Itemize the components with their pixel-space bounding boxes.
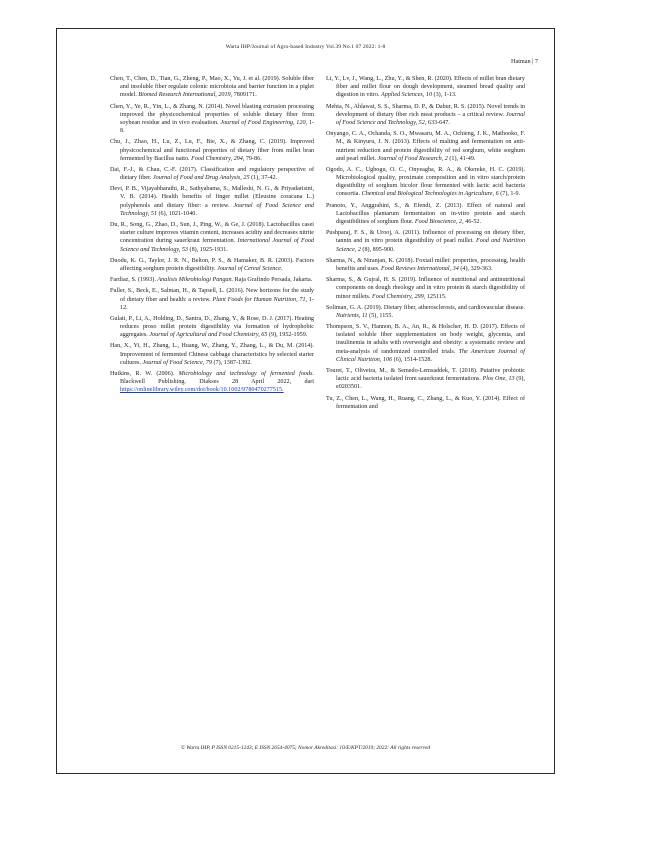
reference-entry: [326, 166, 525, 199]
reference-text: Duodu, K. G., Taylor, J. R. N., Belton, P. S., & Hamaker, B. R. (2003). Factors affecting sorghum protein digestibility.: [110, 257, 314, 272]
reference-journal: International Journal of Food Science and Technology, 53: [120, 238, 314, 253]
reference-text: Fardiaz, S. (1993).: [110, 277, 158, 284]
reference-journal: Food and Nutrition Science, 2: [336, 238, 526, 253]
reference-journal: Food Chemistry, 294,: [191, 155, 245, 162]
reference-details: 79-86.: [244, 155, 262, 162]
reference-journal: Journal of Food Science and Technology, 52,: [336, 111, 525, 126]
running-head: Warta IHP/Journal of Agro-based Industry Vol.39 No.1 07 2022: 1-8: [225, 44, 386, 50]
reference-details: (9), 1952-1959.: [267, 332, 308, 339]
reference-text: Touret, T., Oliveira, M., & Semedo-Lemsaddek, T. (2018). Putative probiotic lactic acid bacteria isolated from sauerkraut fermentations.: [326, 368, 525, 383]
reference-details: 125115.: [425, 293, 447, 300]
reference-entry: [110, 103, 314, 136]
reference-details: (9), e0203501.: [336, 376, 525, 391]
reference-text: Chen, T., Chen, D., Tian, G., Zheng, P., Mao, X., Yu, J. et al. (2019). Soluble fiber and insoluble fiber regulate colonic microbiota and barrier function in a piglet model.: [110, 76, 314, 99]
reference-entry: [326, 75, 525, 100]
reference-text: Devi, P. B., Vijayabharathi, R., Sathyabama, S., Malleshi, N. G., & Priyadarisini, V. B. (2014). Health benefits of finger millet (Eleusine coracana L.) polyphenols and dietary fiber: a review.: [110, 186, 314, 209]
reference-details: 1-8.: [120, 119, 314, 135]
reference-journal: Journal of Food Science, 79: [142, 359, 212, 366]
reference-entry: [326, 276, 525, 301]
reference-entry: [110, 287, 314, 312]
reference-journal: Journal of Food and Drug Analysis, 25: [152, 175, 250, 182]
reference-journal: Journal of Food Science and Technology, 51: [120, 202, 314, 217]
reference-link[interactable]: https://onlinelibrary.wiley.com/doi/book/10.1002/9780470277515.: [120, 387, 284, 394]
reference-journal: Journal of Food Engineering, 120,: [220, 119, 308, 126]
reference-entry: [326, 229, 525, 254]
reference-text: Sharma, N., & Niranjan, K. (2018). Foxtail millet: properties, processing, health benefits and uses.: [326, 257, 525, 272]
reference-details: Blackwell Publishing. Diakses 28 April 2022, dari: [120, 379, 314, 386]
reference-journal: Chemical and Biological Technologies in Agriculture, 6: [361, 191, 499, 198]
reference-entry: [326, 395, 525, 411]
reference-text: Du, R., Song, G., Zhao, D., Sun, J., Ping, W., & Ge, J. (2018). Lactobacillus casei starter culture improves vitamin content, increases acidity and decreases nitrite concentration during sauerkraut fermentation.: [110, 222, 314, 245]
reference-journal: Journal of Agricultural and Food Chemistry, 65: [149, 332, 268, 339]
reference-text: Tu, Z., Chen, L., Wang, H., Ruang, C., Zhang, L., & Kuo, Y. (2014). Effect of fermentation and: [326, 395, 525, 410]
reference-text: Pranoto, Y., Anggrahini, S., & Efendi, Z. (2013). Effect of natural and Lactobacillus plantarum fermentation on in-vitro protein and starch digestibilities of sorghum flour.: [326, 202, 525, 225]
reference-journal: Plos One, 13: [482, 376, 515, 383]
reference-journal: The American Journal of Clinical Nutrition, 106: [336, 348, 526, 363]
reference-text: Chen, Y., Ye, R., Yin, L., & Zhang, N. (2014). Novel blasting extrusion processing improved the physicochemical properties of soluble dietary fiber from soybean residue and in vivo evaluation.: [110, 103, 314, 126]
reference-text: Gulati, P., Li, A., Holding, D., Santra, D., Zhang, Y., & Rose, D. J. (2017). Heating reduces proso millet protein digestibility via formation of hydrophobic aggregates.: [110, 315, 314, 339]
reference-details: (8), 895-900.: [360, 246, 395, 253]
reference-entry: [110, 257, 314, 273]
reference-journal: Microbiology and technology of fermented foods.: [178, 371, 314, 377]
reference-entry: [326, 257, 525, 273]
reference-details: (3), 1-13.: [432, 92, 457, 99]
page-footer: © Warta IHP, P ISSN 0215-1243; E ISSN 2654-4075; Nomor Akreditasi: 10/E/KPT/2019; 2022: All rights reserved: [180, 745, 431, 751]
reference-entry: [326, 304, 525, 320]
reference-details: (7), 1-9.: [498, 191, 521, 198]
reference-entry: [326, 103, 525, 128]
reference-journal: Applied Sciences, 10: [381, 92, 433, 99]
reference-column-right: [326, 75, 525, 414]
reference-text: Hutkins, R. W. (2006).: [110, 371, 179, 377]
reference-details: Raja Grafindo Persada, Jakarta.: [233, 277, 313, 284]
reference-entry: [326, 130, 525, 163]
reference-details: (1), 41-49.: [447, 155, 476, 162]
reference-entry: [110, 75, 314, 100]
reference-details: (6), 1514-1528.: [392, 356, 433, 363]
reference-entry: [110, 221, 314, 254]
reference-details: 633-647.: [426, 119, 450, 126]
reference-entry: [110, 370, 314, 395]
reference-entry: [110, 166, 314, 182]
reference-entry: [326, 367, 525, 392]
reference-details: 46-52.: [463, 219, 482, 225]
reference-entry: [110, 276, 314, 284]
reference-text: Thompson, S. V., Hannon, B. A., An, R., & Holscher, H. D. (2017). Effects of isolated soluble fiber supplementation on body weight, glycemia, and insulinemia in adults with overweight and obesity: a systematic review and meta-analysis of randomized controlled trials.: [326, 324, 525, 355]
reference-journal: Food Chemistry, 299,: [372, 293, 426, 300]
reference-journal: Food Reviews International, 34: [381, 265, 459, 272]
reference-text: Fuller, S., Beck, E., Salman, H., & Tapsell, L. (2016). New horizons for the study of dietary fiber and health: a review.: [110, 288, 314, 303]
reference-text: Sharma, S., & Gujral, H. S. (2019). Influence of nutritional and antinutritional components on dough rheology and in vitro protein & starch digestibility of minor millets.: [326, 277, 525, 300]
reference-entry: [326, 202, 525, 227]
reference-text: Onyango, C. A., Ochanda, S. O., Mwasaru, M. A., Ochieng, J. K., Mathooko, F. M., & Kinyuru, J. N. (2013). Effects of malting and fermentation on anti-nutrient reduction and protein digestibility of red sorghum, white sorghum and pearl millet.: [326, 131, 525, 162]
reference-text: Pushparaj, F. S., & Urooj, A. (2011). Influence of processing on dietary fiber, tannin and in vitro protein digestibility of pearl millet.: [326, 230, 525, 245]
reference-entry: [110, 342, 314, 367]
reference-journal: Journal of Food Research, 2: [377, 155, 448, 162]
reference-details: (4), 329-363.: [458, 265, 493, 272]
reference-details: (1), 37-42.: [249, 175, 278, 182]
reference-details: (6), 1021-1040.: [156, 210, 197, 217]
reference-text: Mehta, N., Ahlawat, S. S., Sharma, D. P., & Dabur, R. S. (2015). Novel trends in development of dietary fiber rich meat products – a critical review.: [326, 103, 525, 118]
reference-journal: Food Bioscience, 2,: [414, 219, 464, 225]
reference-entry: [110, 315, 314, 340]
reference-details: 1-12.: [120, 296, 314, 311]
reference-text: Han, X., Yi, H., Zhang, L., Huang, W., Zhang, Y., Zhang, L., & Du, M. (2014). Improvement of fermented Chinese cabbage characteristics by selected starter cultures.: [110, 343, 314, 366]
reference-text: Li, Y., Lv, J., Wang, L., Zhu, Y., & Shen, R. (2020). Effects of millet bran dietary fiber and millet flour on dough development, steamed bread quality and digestion in vitro.: [326, 76, 525, 99]
page-number: Hatman | 7: [510, 58, 538, 65]
reference-journal: Plant Foods for Human Nutrition, 71,: [212, 296, 308, 303]
reference-journal: Biomed Research International, 2019,: [138, 92, 233, 99]
page-frame: [56, 28, 555, 774]
reference-details: (8), 1925-1931.: [188, 246, 228, 253]
reference-text: Chu, J., Zhao, H., Lu, Z., Lu, F., Bie, X., & Zhang, C. (2019). Improved physicochemical and functional properties of dietary fiber from millet bran fermented by Bacillus natto.: [110, 139, 314, 162]
reference-text: Ogodo, A. C., Ugbogu, O. C., Onyeagba, R. A., & Okereke, H. C. (2019). Microbiological quality, proximate composition and in vitro starch/protein digestibility of sorghum bicolor flour fermented with lactic acid bacteria consortia.: [326, 166, 525, 198]
reference-journal: Nutrients, 11: [336, 312, 368, 319]
reference-column-left: [110, 75, 314, 398]
reference-details: (7), 1387-1392.: [211, 359, 252, 366]
reference-text: Dai, F.-J., & Chau, C.-F. (2017). Classification and regulatory perspective of dietary fiber.: [110, 166, 314, 182]
reference-details: 7809171.: [232, 92, 257, 99]
reference-entry: [110, 185, 314, 218]
reference-details: (5), 1155.: [367, 312, 393, 319]
reference-text: Soliman, G. A. (2019). Dietary fiber, atherosclerosis, and cardiovascular disease.: [326, 304, 525, 311]
reference-journal: Journal of Cereal Science.: [217, 265, 283, 272]
reference-entry: [110, 138, 314, 163]
reference-entry: [326, 323, 525, 364]
reference-journal: Analisis Mikrobiologi Pangan.: [157, 277, 234, 284]
